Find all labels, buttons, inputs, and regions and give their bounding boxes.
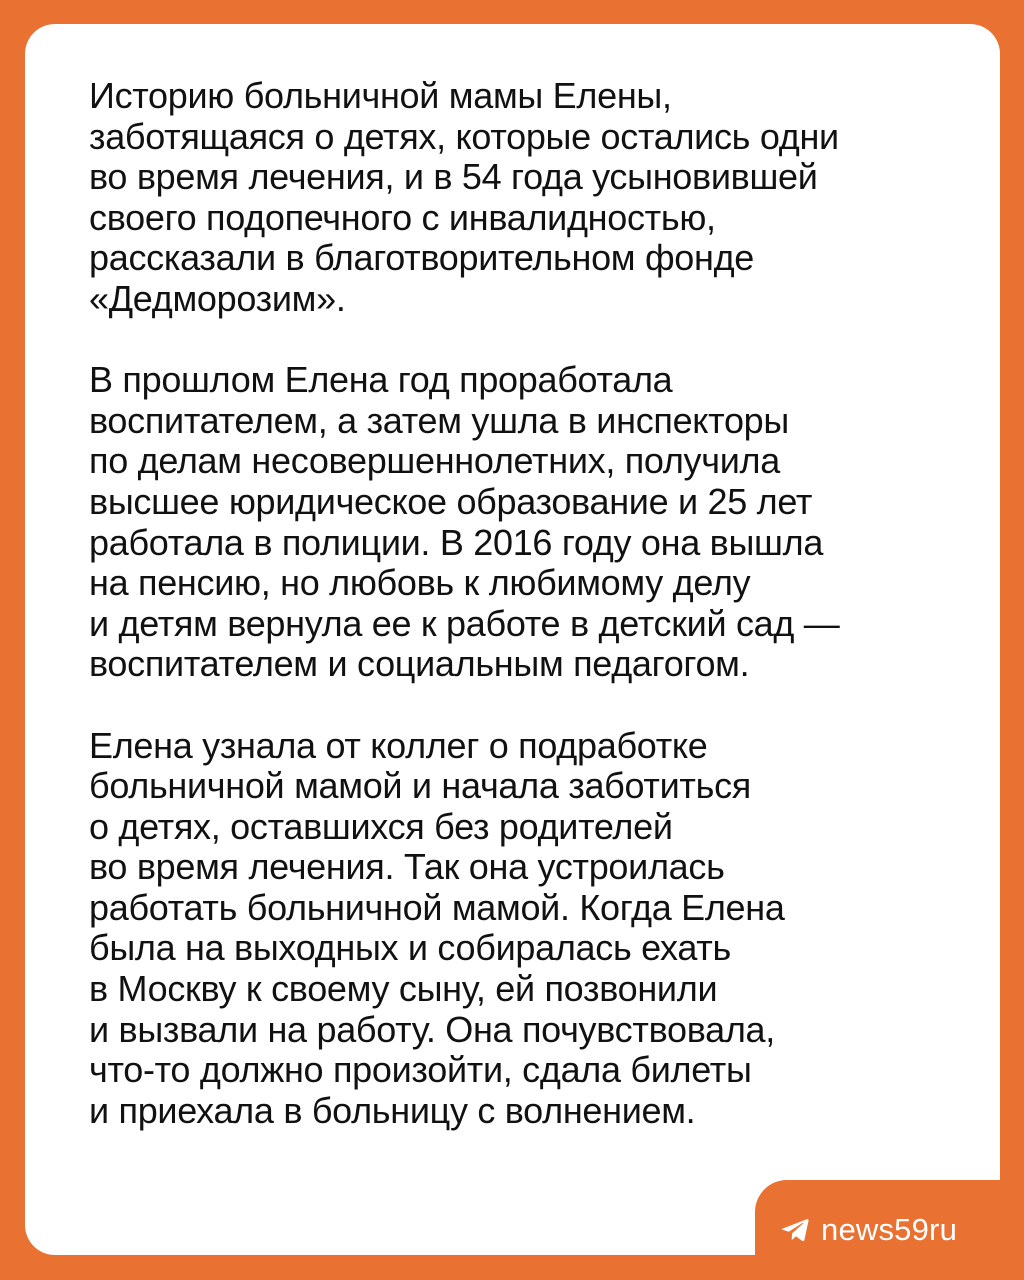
text-line: В прошлом Елена год проработала bbox=[89, 359, 673, 401]
text-line: во время лечения, и в 54 года усыновившей bbox=[89, 156, 818, 198]
telegram-icon bbox=[781, 1218, 809, 1242]
text-line: работать больничной мамой. Когда Елена bbox=[89, 886, 785, 928]
paragraph-2 bbox=[89, 360, 989, 685]
text-line: в Москву к своему сыну, ей позвонили bbox=[89, 968, 718, 1010]
text-line: своего подопечного с инвалидностью, bbox=[89, 196, 716, 238]
text-line: и вызвали на работу. Она почувствовала, bbox=[89, 1008, 775, 1050]
text-line: во время лечения. Так она устроилась bbox=[89, 846, 725, 888]
article-text bbox=[89, 76, 989, 1131]
text-line: рассказали в благотворительном фонде bbox=[89, 237, 755, 279]
text-line: больничной мамой и начала заботиться bbox=[89, 765, 751, 807]
text-line: что-то должно произойти, сдала билеты bbox=[89, 1049, 752, 1091]
source-label: news59ru bbox=[821, 1212, 958, 1247]
text-line: о детях, оставшихся без родителей bbox=[89, 805, 673, 847]
paragraph-3 bbox=[89, 726, 989, 1132]
text-line: работала в полиции. В 2016 году она вышла bbox=[89, 521, 824, 563]
text-line: на пенсию, но любовь к любимому делу bbox=[89, 562, 751, 604]
text-line: воспитателем, а затем ушла в инспекторы bbox=[89, 399, 789, 441]
text-line: и детям вернула ее к работе в детский сад — bbox=[89, 602, 840, 644]
text-line: воспитателем и социальным педагогом. bbox=[89, 643, 750, 685]
text-line: Елена узнала от коллег о подработке bbox=[89, 724, 708, 766]
text-line: «Дедморозим». bbox=[89, 277, 346, 319]
content-card bbox=[25, 24, 1000, 1255]
text-line: высшее юридическое образование и 25 лет bbox=[89, 480, 813, 522]
text-line: Историю больничной мамы Елены, bbox=[89, 75, 672, 116]
paragraph-1 bbox=[89, 76, 989, 320]
text-line: заботящаяся о детях, которые остались одни bbox=[89, 115, 839, 157]
text-line: была на выходных и собиралась ехать bbox=[89, 927, 731, 969]
text-line: по делам несовершеннолетних, получила bbox=[89, 440, 780, 482]
source-badge[interactable] bbox=[755, 1180, 1024, 1280]
text-line: и приехала в больницу с волнением. bbox=[89, 1089, 696, 1131]
